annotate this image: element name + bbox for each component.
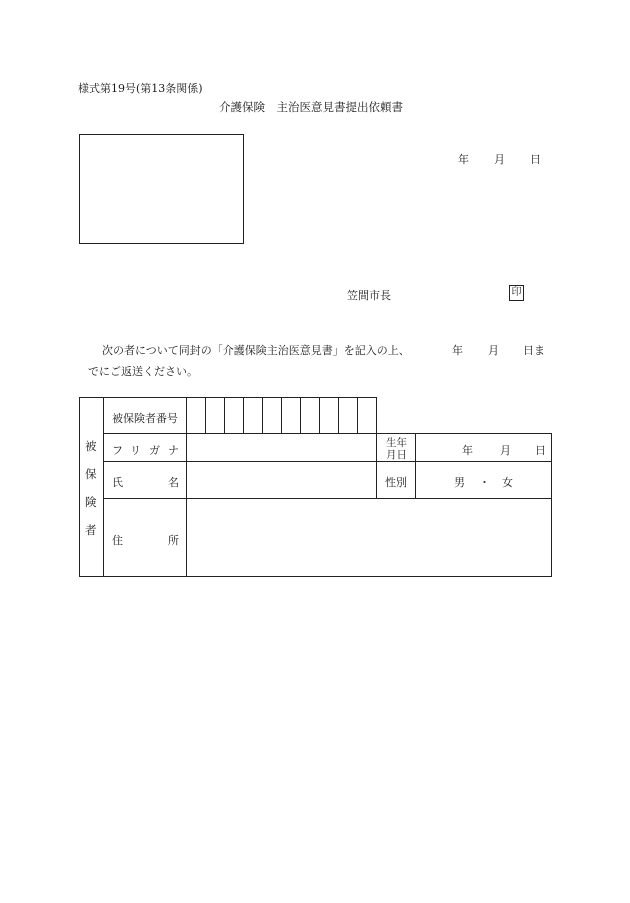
gender-label: 性別 [385, 476, 407, 489]
furigana-label-char-1: フ [112, 444, 123, 457]
form-number: 様式第19号(第13条関係) [78, 82, 203, 95]
section-label-char-1: 被 [85, 439, 97, 453]
furigana-label-char-4: ナ [168, 444, 179, 457]
section-label-char-4: 者 [85, 523, 97, 537]
birthdate-label-line1: 生年 [386, 437, 407, 449]
birthdate-label-line2: 月日 [386, 449, 407, 461]
deadline-year-unit: 年 [452, 344, 463, 357]
name-input[interactable] [187, 462, 376, 498]
request-text-line2: でにご返送ください。 [88, 365, 198, 378]
table-right-border [551, 433, 552, 577]
section-label-divider [103, 397, 104, 577]
section-label-char-2: 保 [85, 467, 97, 481]
birthdate-input[interactable] [416, 434, 551, 461]
deadline-month-unit: 月 [488, 344, 499, 357]
table-bottom-border [79, 576, 551, 577]
document-title: 介護保険 主治医意見書提出依頼書 [219, 100, 403, 114]
addressee-mayor: 笠間市長 [347, 289, 391, 302]
gender-option-female[interactable]: 女 [502, 476, 513, 489]
date-month-unit: 月 [494, 153, 505, 166]
furigana-input[interactable] [187, 434, 376, 461]
insured-number-label: 被保険者番号 [112, 412, 178, 425]
date-day-unit: 日 [530, 153, 541, 166]
address-input[interactable] [187, 499, 551, 576]
seal-mark: 印 [509, 285, 524, 301]
request-text-line1: 次の者について同封の「介護保険主治医意見書」を記入の上、 [102, 344, 410, 357]
name-label-char-1: 氏 [112, 476, 123, 489]
birthdate-month-unit: 月 [500, 444, 511, 457]
address-label-char-2: 所 [168, 534, 179, 547]
deadline-day-unit: 日ま [523, 344, 545, 357]
address-label-char-1: 住 [112, 534, 123, 547]
date-year-unit: 年 [458, 153, 469, 166]
section-label-char-3: 険 [85, 495, 97, 509]
birthdate-year-unit: 年 [462, 444, 473, 457]
name-label-char-2: 名 [168, 476, 179, 489]
birthdate-day-unit: 日 [535, 444, 546, 457]
furigana-label-char-2: リ [130, 444, 141, 457]
insured-number-input[interactable] [187, 398, 376, 433]
gender-option-male[interactable]: 男 [454, 476, 465, 489]
table-left-border [79, 397, 80, 577]
gender-separator: ・ [479, 476, 490, 489]
furigana-label-char-3: ガ [149, 444, 160, 457]
middle-column-divider [376, 397, 377, 498]
